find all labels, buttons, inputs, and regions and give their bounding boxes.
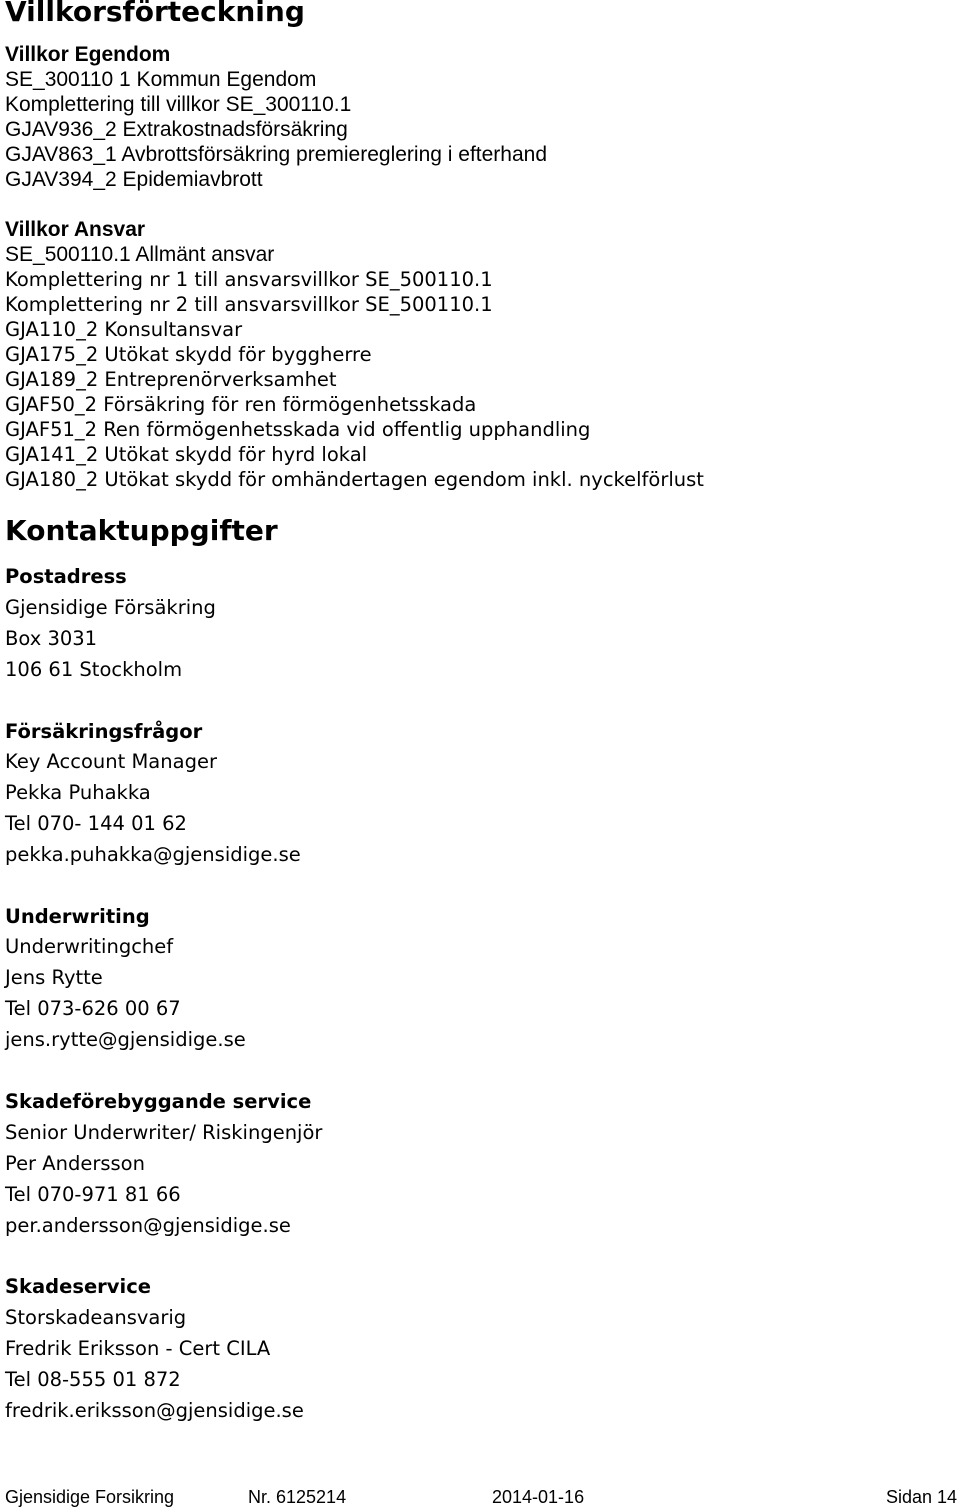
villkor-item: GJA141_2 Utökat skydd för hyrd lokal	[5, 443, 368, 466]
contact-heading-fragor: Försäkringsfrågor	[5, 720, 203, 743]
contact-title: Kontaktuppgifter	[5, 514, 278, 547]
footer-page: Sidan 14	[886, 1487, 958, 1507]
contact-name: Jens Rytte	[5, 966, 103, 989]
villkor-item: GJAF50_2 Försäkring för ren förmögenhetsskada	[5, 393, 477, 416]
contact-heading-underwriting: Underwriting	[5, 905, 150, 928]
contact-phone: Tel 073-626 00 67	[5, 997, 181, 1020]
contact-heading-skadeforebyggande: Skadeförebyggande service	[5, 1090, 312, 1113]
villkor-item: Komplettering nr 1 till ansvarsvillkor SE_500110.1	[5, 268, 493, 291]
section-heading-villkor-ansvar: Villkor Ansvar	[5, 218, 146, 241]
contact-heading-postadress: Postadress	[5, 565, 127, 588]
villkor-item: GJAF51_2 Ren förmögenhetsskada vid offentlig upphandling	[5, 418, 591, 441]
villkor-item: GJA180_2 Utökat skydd för omhändertagen egendom inkl. nyckelförlust	[5, 468, 704, 491]
contact-name: Pekka Puhakka	[5, 781, 151, 804]
villkor-item: Komplettering till villkor SE_300110.1	[5, 93, 352, 116]
villkor-item: GJA175_2 Utökat skydd för byggherre	[5, 343, 372, 366]
contact-email: pekka.puhakka@gjensidige.se	[5, 843, 301, 866]
section-heading-villkor-egendom: Villkor Egendom	[5, 43, 171, 66]
contact-phone: Tel 070- 144 01 62	[5, 812, 187, 835]
contact-email: fredrik.eriksson@gjensidige.se	[5, 1399, 304, 1422]
villkor-item: SE_300110 1 Kommun Egendom	[5, 68, 317, 91]
villkor-item: GJAV936_2 Extrakostnadsförsäkring	[5, 118, 348, 141]
contact-email: per.andersson@gjensidige.se	[5, 1214, 291, 1237]
page-title: Villkorsförteckning	[5, 0, 305, 28]
contact-name: Per Andersson	[5, 1152, 145, 1175]
contact-role: Storskadeansvarig	[5, 1306, 187, 1329]
contact-name: Fredrik Eriksson - Cert CILA	[5, 1337, 271, 1360]
address-line: Gjensidige Försäkring	[5, 596, 216, 619]
villkor-item: GJA189_2 Entreprenörverksamhet	[5, 368, 337, 391]
address-line: 106 61 Stockholm	[5, 658, 183, 681]
contact-role: Underwritingchef	[5, 935, 174, 958]
footer-company: Gjensidige Forsikring	[5, 1487, 175, 1507]
contact-phone: Tel 08-555 01 872	[5, 1368, 181, 1391]
address-line: Box 3031	[5, 627, 98, 650]
villkor-item: GJAV863_1 Avbrottsförsäkring premiereglering i efterhand	[5, 143, 548, 166]
villkor-item: SE_500110.1 Allmänt ansvar	[5, 243, 275, 266]
contact-phone: Tel 070-971 81 66	[5, 1183, 181, 1206]
villkor-item: Komplettering nr 2 till ansvarsvillkor SE_500110.1	[5, 293, 493, 316]
contact-heading-skadeservice: Skadeservice	[5, 1275, 151, 1298]
contact-role: Senior Underwriter/ Riskingenjör	[5, 1121, 323, 1144]
contact-role: Key Account Manager	[5, 750, 217, 773]
contact-email: jens.rytte@gjensidige.se	[5, 1028, 246, 1051]
footer-number: Nr. 6125214	[248, 1487, 347, 1507]
villkor-item: GJAV394_2 Epidemiavbrott	[5, 168, 263, 191]
villkor-item: GJA110_2 Konsultansvar	[5, 318, 243, 341]
footer-date: 2014-01-16	[492, 1487, 585, 1507]
